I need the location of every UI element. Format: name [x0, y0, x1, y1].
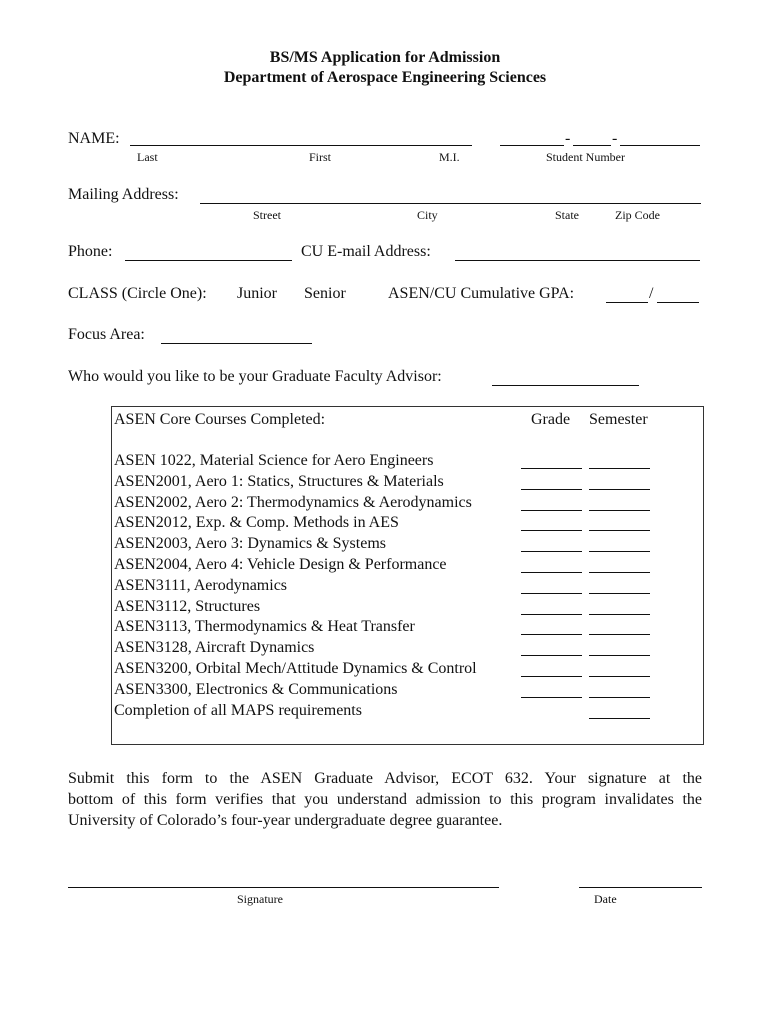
- student-number-part3-field[interactable]: [620, 131, 700, 146]
- name-field[interactable]: [130, 131, 472, 146]
- gpa-scale-field[interactable]: [657, 288, 699, 303]
- last-name-caption: Last: [137, 150, 158, 164]
- student-number-separator: -: [565, 130, 571, 147]
- course-row: ASEN3111, Aerodynamics: [114, 576, 288, 594]
- semester-field[interactable]: [589, 697, 650, 698]
- gpa-label: ASEN/CU Cumulative GPA:: [388, 285, 575, 302]
- gpa-field[interactable]: [606, 288, 648, 303]
- zip-code-caption: Zip Code: [615, 208, 660, 222]
- phone-field[interactable]: [125, 246, 292, 261]
- grade-column-header: Grade: [531, 411, 571, 428]
- advisor-label: Who would you like to be your Graduate Faculty Advisor:: [68, 368, 442, 385]
- student-number-part2-field[interactable]: [573, 131, 611, 146]
- semester-field[interactable]: [589, 655, 650, 656]
- semester-field[interactable]: [589, 510, 650, 511]
- course-row: ASEN3112, Structures: [114, 597, 261, 615]
- course-row: ASEN 1022, Material Science for Aero Engineers: [114, 452, 434, 469]
- semester-field[interactable]: [589, 489, 650, 490]
- semester-field[interactable]: [589, 551, 650, 552]
- course-row: ASEN2002, Aero 2: Thermodynamics & Aerodynamics: [114, 493, 472, 511]
- student-number-caption: Student Number: [546, 150, 625, 164]
- instructions-line: University of Colorado’s four-year undergraduate degree guarantee.: [68, 812, 503, 829]
- courses-heading: ASEN Core Courses Completed:: [114, 411, 326, 428]
- course-row: ASEN2001, Aero 1: Statics, Structures & Materials: [114, 472, 444, 490]
- date-field[interactable]: [579, 873, 702, 888]
- form-title: BS/MS Application for Admission: [269, 49, 501, 66]
- semester-field[interactable]: [589, 676, 650, 677]
- focus-area-field[interactable]: [161, 329, 312, 344]
- grade-field[interactable]: [521, 614, 582, 615]
- email-field[interactable]: [455, 246, 700, 261]
- semester-field[interactable]: [589, 530, 650, 531]
- course-row: ASEN3128, Aircraft Dynamics: [114, 639, 315, 657]
- mailing-address-label: Mailing Address:: [68, 186, 179, 203]
- instructions-line: Submit this form to the ASEN Graduate Advisor, ECOT 632. Your signature at the: [68, 770, 702, 787]
- course-row: ASEN2003, Aero 3: Dynamics & Systems: [114, 535, 386, 553]
- city-caption: City: [417, 208, 438, 222]
- semester-column-header: Semester: [589, 411, 648, 428]
- grade-field[interactable]: [521, 655, 582, 656]
- class-label: CLASS (Circle One):: [68, 285, 207, 302]
- course-row: ASEN3200, Orbital Mech/Attitude Dynamics & Control: [114, 660, 477, 677]
- semester-field[interactable]: [589, 468, 650, 469]
- semester-field[interactable]: [589, 572, 650, 573]
- grade-field[interactable]: [521, 510, 582, 511]
- grade-field[interactable]: [521, 489, 582, 490]
- state-caption: State: [555, 208, 579, 222]
- signature-field[interactable]: [68, 873, 499, 888]
- focus-area-label: Focus Area:: [68, 326, 145, 343]
- grade-field[interactable]: [521, 697, 582, 698]
- mailing-address-field[interactable]: [200, 189, 701, 204]
- student-number-part1-field[interactable]: [500, 131, 564, 146]
- signature-caption: Signature: [237, 892, 283, 906]
- grade-field[interactable]: [521, 551, 582, 552]
- student-number-separator: -: [612, 130, 618, 147]
- grade-field[interactable]: [521, 593, 582, 594]
- course-row: ASEN2004, Aero 4: Vehicle Design & Performance: [114, 556, 447, 573]
- semester-field[interactable]: [589, 614, 650, 615]
- department-title: Department of Aerospace Engineering Sciences: [223, 69, 547, 86]
- first-name-caption: First: [309, 150, 332, 164]
- name-label: NAME:: [68, 130, 120, 147]
- class-option-senior[interactable]: Senior: [304, 285, 346, 302]
- course-row: ASEN3300, Electronics & Communications: [114, 680, 398, 698]
- course-row: ASEN3113, Thermodynamics & Heat Transfer: [114, 618, 415, 636]
- middle-initial-caption: M.I.: [439, 150, 460, 164]
- instructions-paragraph: [68, 768, 702, 831]
- phone-label: Phone:: [68, 243, 113, 260]
- class-option-junior[interactable]: Junior: [237, 285, 277, 302]
- semester-field[interactable]: [589, 718, 650, 719]
- course-row: Completion of all MAPS requirements: [114, 701, 362, 719]
- advisor-field[interactable]: [492, 371, 639, 386]
- gpa-separator: /: [649, 285, 654, 302]
- grade-field[interactable]: [521, 530, 582, 531]
- course-row: ASEN2012, Exp. & Comp. Methods in AES: [114, 514, 399, 532]
- street-caption: Street: [253, 208, 281, 222]
- grade-field[interactable]: [521, 634, 582, 635]
- semester-field[interactable]: [589, 634, 650, 635]
- grade-field[interactable]: [521, 676, 582, 677]
- semester-field[interactable]: [589, 593, 650, 594]
- date-caption: Date: [594, 892, 617, 906]
- email-label: CU E-mail Address:: [301, 243, 431, 260]
- grade-field[interactable]: [521, 572, 582, 573]
- grade-field[interactable]: [521, 468, 582, 469]
- instructions-line: bottom of this form verifies that you understand admission to this program invalidates the: [68, 791, 702, 808]
- core-courses-box: [111, 406, 704, 745]
